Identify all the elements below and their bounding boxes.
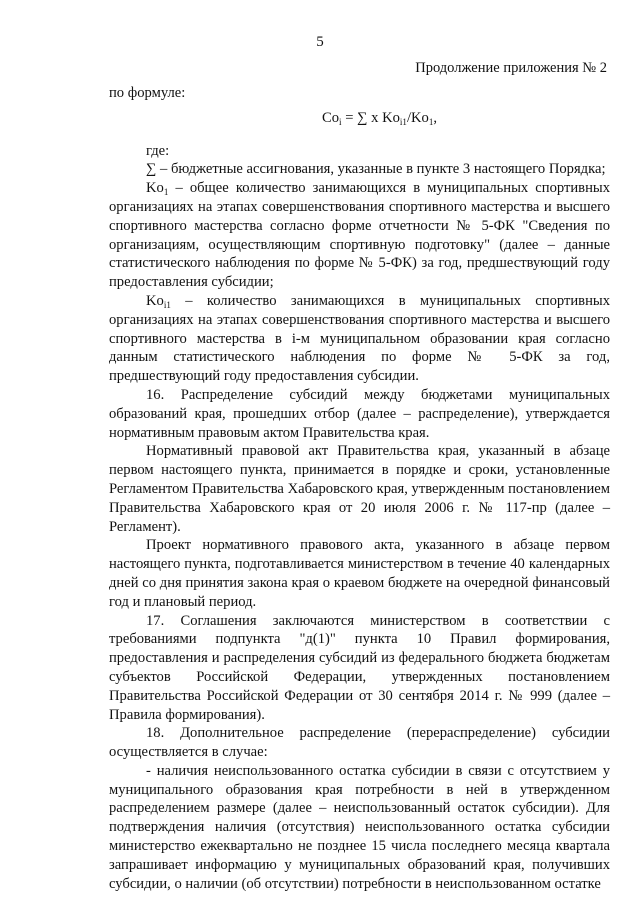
paragraph-po-formule: по формуле: (109, 85, 186, 101)
paragraph-ko1-definition (109, 179, 610, 292)
paragraph-gde: где: (146, 142, 170, 159)
symbol-ko-sub: 1 (163, 187, 169, 198)
paragraph-proekt: Проект нормативного правового акта, указанного в абзаце первом настоящего пункта, подготавливается министерством в течение 40 календарных дней со дня принятия закона края о краевом бюджете на очередной финансовый год и плановый период. (109, 537, 610, 610)
formula-lhs: Co (322, 109, 340, 126)
formula-div: / (406, 109, 411, 126)
ko1-definition-text: – общее количество занимающихся в муниципальных спортивных организациях на этапах совершенствования спортивного мастерства и высшего спортивного мастерства согласно форме отчетности № 5-ФК "Сведения по организациям, осуществляющим спортивную подготовку" (далее – данные статистического наблюдения по форме № 5-ФК) за год, предшествующий году предоставления субсидии; (109, 180, 610, 291)
formula-tail: , (433, 109, 437, 126)
paragraph-koi1-definition (109, 292, 610, 386)
formula-den-sub: 1 (428, 116, 434, 127)
symbol-koi: Ko (146, 292, 164, 309)
formula-num-sub: i1 (399, 116, 407, 127)
paragraph-sum-definition: ∑ – бюджетные ассигнования, указанные в пункте 3 настоящего Порядка; (146, 161, 606, 178)
paragraph-npa: Нормативный правовой акт Правительства края, указанный в абзаце первом настоящего пункта, принимается в порядке и сроки, установленные Регламентом Правительства Хабаровского края, утвержденным постановлением Правительства Хабаровского края от 20 июля 2006 г. № 117-пр (далее – Регламент). (109, 443, 610, 535)
symbol-ko: Ko (146, 180, 164, 197)
koi1-definition-text: – количество занимающихся в муниципальных спортивных организациях на этапах совершенствования спортивного мастерства и высшего спортивного мастерства в i-м муниципальном образовании края согласно данным статистического наблюдения по форме № 5-ФК за год, предшествующий году предоставления субсидии. (109, 292, 610, 385)
paragraph-18: 18. Дополнительное распределение (перераспределение) субсидии осуществляется в случае: (109, 725, 610, 761)
document-body (109, 84, 610, 893)
formula-lhs-sub: i (339, 116, 342, 127)
paragraph-17: 17. Соглашения заключаются министерством в соответствии с требованиями подпункта "д(1)" пункта 10 Правил формирования, предоставления и распределения субсидий из федерального бюджета бюджетам субъектов Российской Федерации, утвержденных постановлением Правительства Российской Федерации от 30 сентября 2014 г. № 999 (далее – Правила формирования). (109, 612, 610, 723)
symbol-koi-sub: i1 (163, 299, 171, 310)
formula-eq: = ∑ x (341, 109, 383, 126)
formula (109, 109, 610, 128)
continuation-heading: Продолжение приложения № 2 (415, 60, 607, 76)
formula-den: Ko (411, 109, 429, 126)
formula-num: Ko (382, 109, 400, 126)
page-number: 5 (316, 34, 324, 50)
paragraph-16: 16. Распределение субсидий между бюджетами муниципальных образований края, прошедших отбор (далее – распределение), утверждается нормативным правовым актом Правительства края. (109, 386, 610, 441)
paragraph-18-item-a: - наличия неиспользованного остатка субсидии в связи с отсутствием у муниципального образования края потребности в ней в утвержденном распределением размере (далее – неиспользованный остаток субсидии). Для подтверждения наличия (отсутствия) неиспользованного остатка субсидии министерство ежеквартально не позднее 15 числа последнего месяца квартала запрашивает информацию у муниципальных образований края, получивших субсидии, о наличии (об отсутствии) потребности в неиспользованном остатке (109, 762, 610, 892)
